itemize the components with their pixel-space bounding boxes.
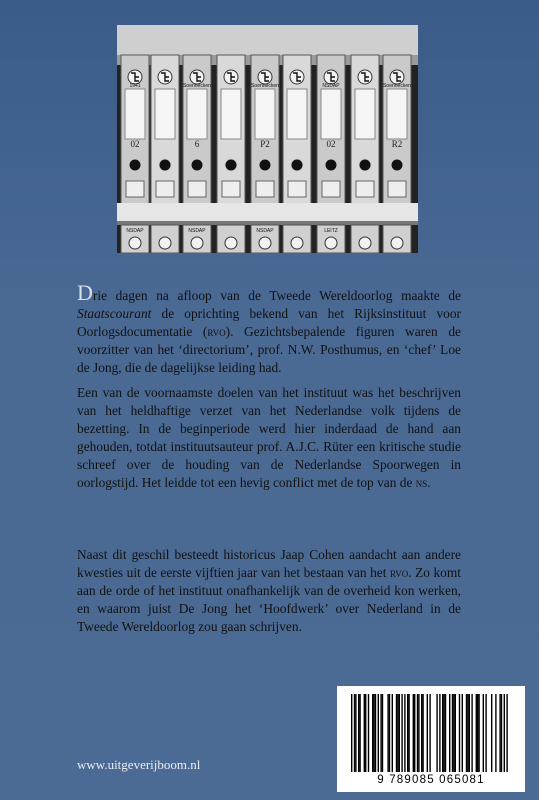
- binder-label: 1941: [129, 83, 141, 89]
- barcode-bar: [387, 694, 388, 772]
- barcode-bar: [407, 694, 408, 772]
- barcode-bar: [491, 694, 492, 772]
- binder-spine: [121, 55, 149, 205]
- barcode-bar: [443, 694, 444, 772]
- barcode-bar: [351, 694, 352, 772]
- barcode-bar: [471, 694, 472, 772]
- barcode-bar: [365, 694, 366, 772]
- binder-spine: [383, 55, 411, 205]
- barcode-bar: [459, 694, 460, 772]
- barcode-bar: [477, 694, 478, 772]
- barcode-bar: [418, 694, 419, 772]
- barcode-bar: [445, 694, 446, 772]
- binder-label: Soennecken: [383, 83, 411, 89]
- barcode-bar: [396, 694, 397, 772]
- binder-spine: [351, 55, 379, 205]
- barcode-bar: [429, 694, 430, 772]
- third-paragraph: Naast dit geschil besteedt historicus Jaap Cohen aandacht aan andere kwesties uit de eerste vijftien jaar van het bestaan van het rvo. Zo komt aan de orde of het instituut onafhankelijk van de overheid kon werken, en waarom juist De Jong het ‘Hoofdwerk’ over Nederland in de Tweede Wereldoorlog zou gaan schrijven.: [77, 547, 461, 635]
- barcode-bar: [380, 694, 381, 772]
- binder-label: NSDAP: [256, 228, 274, 234]
- barcode-bar: [401, 694, 402, 772]
- barcode-bar: [413, 694, 414, 772]
- barcode-bar: [455, 694, 456, 772]
- publisher-website[interactable]: www.uitgeverijboom.nl: [77, 757, 201, 772]
- binder-spine: [183, 55, 211, 205]
- barcode-bar: [372, 694, 373, 772]
- binder-spine: [383, 225, 411, 253]
- barcode-bar: [467, 694, 468, 772]
- barcode-bar: [501, 694, 502, 772]
- barcode-bar: [462, 694, 463, 772]
- barcode-bar: [469, 694, 470, 772]
- binder-spine: [317, 55, 345, 205]
- barcode-bar: [404, 694, 405, 772]
- barcode-bar: [499, 694, 500, 772]
- binder-spine: [283, 55, 311, 205]
- barcode-bar: [483, 694, 484, 772]
- binder-label: LEITZ: [324, 228, 338, 234]
- ns-abbreviation: ns: [415, 475, 428, 491]
- rvo-abbreviation: rvo: [389, 565, 409, 581]
- binder-spine: [251, 55, 279, 205]
- second-paragraph: Een van de voornaamste doelen van het instituut was het beschrijven van het heldhaftige verzet van het Nederlandse volk tijdens de bezetting. In de beginperiode werd hier inderdaad de hand aan gehouden, totdat instituutsauteur prof. A.J.C. Rüter een kritische studie schreef over de houding van de Nederlandse Spoorwegen in oorlogstijd. Het leidde tot een hevig conflict met de top van de ns.: [77, 385, 461, 491]
- barcode-bar: [358, 694, 359, 772]
- binder-number: R2: [391, 139, 403, 149]
- drop-cap: D: [77, 280, 93, 305]
- barcode-bar: [378, 694, 379, 772]
- barcode-bar: [382, 694, 383, 772]
- barcode-bar: [354, 694, 355, 772]
- barcode-bar: [375, 694, 376, 772]
- intro-paragraph: Drie dagen na afloop van de Tweede Wereldoorlog maakte de Staatscourant de oprichting bekend van het Rijksinstituut voor Oorlogsdocumentatie (rvo). Gezichtsbepalende figuren waren de voorzitter van het ‘directorium’, prof. N.W. Posthumus, en ‘chef’ Loe de Jong, die de dagelijkse leiding had.: [77, 280, 461, 376]
- binders-photo-drawing: [117, 25, 418, 253]
- binder-spine: [217, 55, 245, 205]
- barcode-bar: [442, 694, 443, 772]
- barcode-bar: [504, 694, 505, 772]
- barcode-bar: [417, 694, 418, 772]
- barcode-bar: [364, 694, 365, 772]
- barcode-bar: [452, 694, 453, 772]
- binder-number: 02: [326, 139, 336, 149]
- binder-label: NSDAP: [188, 228, 206, 234]
- rvo-abbreviation: rvo: [207, 324, 226, 340]
- binder-label: Soennecken: [183, 83, 211, 89]
- binder-number: 02: [130, 139, 140, 149]
- staatscourant-title: Staatscourant: [77, 306, 152, 322]
- barcode-bar: [421, 694, 422, 772]
- barcode-bar: [506, 694, 507, 772]
- binder-spine: [151, 55, 179, 205]
- binder-spine: [283, 225, 311, 253]
- barcode-bar: [397, 694, 398, 772]
- barcode-bar: [399, 694, 400, 772]
- archive-binders-photo: [117, 25, 418, 253]
- barcode-bar: [449, 694, 450, 772]
- barcode-bar: [495, 694, 496, 772]
- isbn-barcode: [337, 686, 525, 792]
- barcode-bar: [436, 694, 437, 772]
- binder-label: NSDAP: [322, 83, 340, 89]
- barcode-bar: [408, 694, 409, 772]
- barcode-bar: [476, 694, 477, 772]
- barcode-bar: [478, 694, 479, 772]
- barcode-bar: [439, 694, 440, 772]
- barcode-bar: [373, 694, 374, 772]
- isbn-number: 9 789085 065081: [377, 774, 485, 786]
- binder-spine: [217, 225, 245, 253]
- barcode-bar: [414, 694, 415, 772]
- binder-label: NSDAP: [126, 228, 144, 234]
- binder-number: 6: [194, 139, 200, 149]
- barcode-bar: [359, 694, 360, 772]
- barcode-bar: [485, 694, 486, 772]
- barcode-bar: [355, 694, 356, 772]
- binder-spine: [151, 225, 179, 253]
- binder-spine: [351, 225, 379, 253]
- binder-label: Soennecken: [251, 83, 279, 89]
- binder-number: P2: [260, 139, 270, 149]
- barcode-bar: [368, 694, 369, 772]
- barcode-bar: [453, 694, 454, 772]
- barcode-bar: [422, 694, 423, 772]
- barcode-bar: [466, 694, 467, 772]
- barcode-bar: [427, 694, 428, 772]
- barcode-bar: [392, 694, 393, 772]
- barcode-bar: [389, 694, 390, 772]
